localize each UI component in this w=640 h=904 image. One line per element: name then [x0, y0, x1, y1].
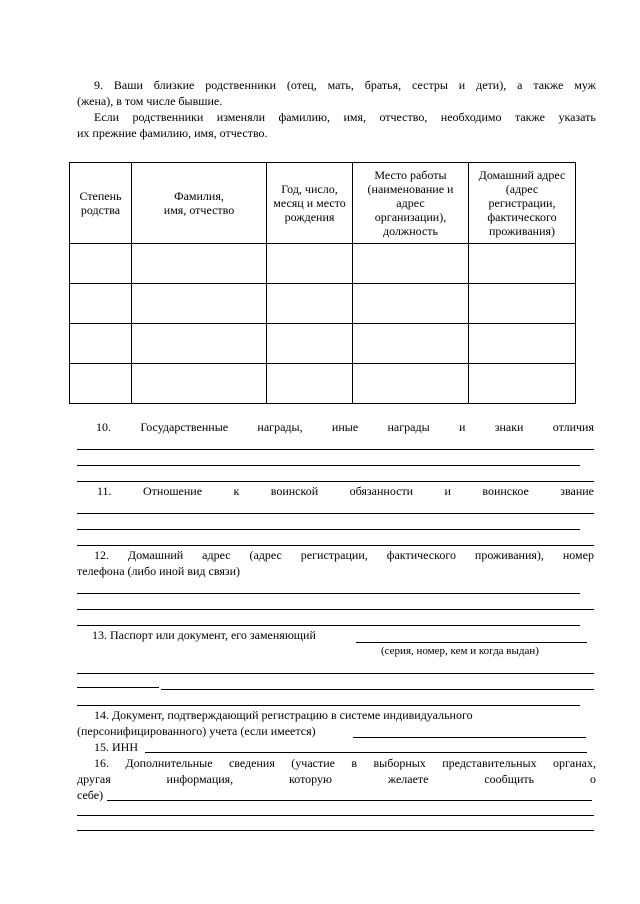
- header-home-address: [469, 163, 576, 244]
- q9-line2: (жена), в том числе бывшие.: [77, 94, 223, 108]
- word: представительных: [442, 756, 537, 770]
- word: сестры: [412, 78, 448, 92]
- word: обязанности: [349, 484, 414, 498]
- word: адрес: [202, 548, 231, 562]
- word: награды: [387, 420, 430, 434]
- word: сведения: [228, 756, 275, 770]
- word: которую: [289, 772, 332, 786]
- table-cell[interactable]: [132, 324, 267, 364]
- relatives-table-header: [70, 163, 576, 244]
- word: знаки: [494, 420, 524, 434]
- header-line: рождения: [284, 210, 335, 224]
- q12-answer-line-1[interactable]: [77, 593, 580, 594]
- word: иные: [331, 420, 359, 434]
- header-line: родства: [80, 203, 121, 217]
- word: и: [458, 78, 466, 92]
- word: к: [233, 484, 240, 498]
- word: выборных: [373, 756, 426, 770]
- table-cell[interactable]: [132, 244, 267, 284]
- word: родственники: [132, 110, 204, 124]
- header-line: Год, число,: [281, 182, 338, 196]
- word: номер: [562, 548, 594, 562]
- word: 12.: [94, 548, 109, 562]
- header-line: Степень: [79, 189, 122, 203]
- word: необходимо: [440, 110, 502, 124]
- word: звание: [560, 484, 594, 498]
- table-cell[interactable]: [70, 284, 132, 324]
- inn-input-line[interactable]: [145, 752, 587, 753]
- word: фамилию,: [278, 110, 330, 124]
- table-cell[interactable]: [469, 364, 576, 404]
- word: отчество,: [379, 110, 428, 124]
- header-birth-date-place: [267, 163, 353, 244]
- word: также: [533, 78, 564, 92]
- word: Дополнительные: [125, 756, 213, 770]
- table-cell[interactable]: [70, 324, 132, 364]
- word: Отношение: [142, 484, 203, 498]
- word: указать: [558, 110, 596, 124]
- word: Ваши: [113, 78, 143, 92]
- q13-answer-line-2a[interactable]: [77, 687, 159, 688]
- word: родственники: [205, 78, 276, 92]
- personal-account-input-line[interactable]: [353, 737, 586, 738]
- header-line: организации),: [374, 210, 447, 224]
- table-cell[interactable]: [132, 284, 267, 324]
- word: дети),: [476, 78, 507, 92]
- word: сообщить: [484, 772, 535, 786]
- table-cell[interactable]: [70, 244, 132, 284]
- word: награды,: [257, 420, 303, 434]
- word: имя,: [343, 110, 366, 124]
- word: также: [514, 110, 545, 124]
- word: 10.: [96, 420, 111, 434]
- q15-label: 15. ИНН: [94, 740, 138, 754]
- header-relationship: [70, 163, 132, 244]
- word: желаете: [387, 772, 429, 786]
- word: (адрес: [249, 548, 282, 562]
- word: изменяли: [216, 110, 266, 124]
- table-row: [70, 364, 576, 404]
- q16-answer-line-2[interactable]: [77, 830, 594, 831]
- word: воинской: [270, 484, 319, 498]
- header-workplace: [353, 163, 469, 244]
- word: 16.: [94, 756, 109, 770]
- passport-input-line[interactable]: [356, 642, 587, 643]
- table-cell[interactable]: [267, 284, 353, 324]
- q13-hint: (серия, номер, кем и когда выдан): [381, 645, 539, 657]
- word: Государственные: [140, 420, 229, 434]
- header-line: (наименование и: [367, 182, 454, 196]
- q9-line4: их прежние фамилию, имя, отчество.: [77, 126, 268, 140]
- word: другая: [77, 772, 111, 786]
- header-line: имя, отчество: [163, 203, 235, 217]
- q13-answer-line-1[interactable]: [77, 673, 594, 674]
- word: о: [589, 772, 596, 786]
- header-line: фактического: [487, 210, 557, 224]
- table-cell[interactable]: [469, 324, 576, 364]
- header-line: адрес: [396, 196, 425, 210]
- word: братья,: [364, 78, 402, 92]
- table-cell[interactable]: [353, 244, 469, 284]
- word: Домашний: [127, 548, 184, 562]
- q12-line1: [94, 548, 594, 562]
- q10-label: [96, 420, 594, 434]
- word: (участие: [291, 756, 335, 770]
- q13-answer-line-3[interactable]: [77, 705, 580, 706]
- header-line: Домашний адрес: [478, 168, 566, 182]
- q13-label: 13. Паспорт или документ, его заменяющий: [92, 628, 316, 642]
- word: отличия: [552, 420, 594, 434]
- header-line: проживания): [488, 224, 556, 238]
- table-cell[interactable]: [70, 364, 132, 404]
- word: регистрации,: [300, 548, 368, 562]
- word: проживания),: [474, 548, 544, 562]
- word: в: [351, 756, 358, 770]
- table-cell[interactable]: [267, 324, 353, 364]
- q10-answer-line-3[interactable]: [77, 481, 594, 482]
- word: воинское: [482, 484, 529, 498]
- header-line: Место работы: [374, 168, 447, 182]
- table-cell[interactable]: [353, 324, 469, 364]
- q11-label: [97, 484, 594, 498]
- q13-answer-line-2b[interactable]: [161, 689, 594, 690]
- q12-answer-line-3[interactable]: [77, 625, 580, 626]
- table-cell[interactable]: [469, 284, 576, 324]
- table-row: [70, 244, 576, 284]
- q14-line2: (персонифицированного) учета (если имеется): [77, 724, 316, 738]
- table-cell[interactable]: [267, 364, 353, 404]
- q12-line2: телефона (либо иной вид связи): [77, 564, 241, 578]
- table-cell[interactable]: [353, 364, 469, 404]
- word: 9.: [94, 78, 103, 92]
- word: и: [458, 420, 466, 434]
- table-cell[interactable]: [353, 284, 469, 324]
- word: информация,: [166, 772, 234, 786]
- word: 11.: [97, 484, 112, 498]
- q16-line1: [94, 756, 596, 770]
- header-line: должность: [383, 224, 438, 238]
- word: органах,: [553, 756, 596, 770]
- q9-line1: [94, 78, 596, 92]
- q14-line1: 14. Документ, подтверждающий регистрацию в системе индивидуального: [94, 708, 473, 722]
- q9-line3: [94, 110, 596, 124]
- table-row: [70, 324, 576, 364]
- header-line: (адрес: [505, 182, 539, 196]
- header-line: регистрации,: [488, 196, 556, 210]
- q12-answer-line-2[interactable]: [77, 609, 594, 610]
- q16-line3: себе): [77, 788, 104, 802]
- word: и: [444, 484, 451, 498]
- table-cell[interactable]: [267, 244, 353, 284]
- word: фактического: [386, 548, 456, 562]
- q11-answer-line-1[interactable]: [77, 513, 594, 514]
- word: муж: [574, 78, 596, 92]
- header-line: месяц и место: [273, 196, 346, 210]
- header-full-name: [132, 163, 267, 244]
- word: Если: [94, 110, 120, 124]
- q10-answer-line-1[interactable]: [77, 449, 594, 450]
- relatives-table: [69, 162, 576, 404]
- word: мать,: [327, 78, 354, 92]
- q16-answer-line-1[interactable]: [77, 815, 594, 816]
- word: близкие: [153, 78, 195, 92]
- word: а: [517, 78, 523, 92]
- table-row: [70, 284, 576, 324]
- q11-answer-line-3[interactable]: [77, 545, 594, 546]
- additional-info-input-line[interactable]: [107, 800, 592, 801]
- table-cell[interactable]: [132, 364, 267, 404]
- table-cell[interactable]: [469, 244, 576, 284]
- q16-line2: [77, 772, 596, 786]
- q10-answer-line-2[interactable]: [77, 465, 580, 466]
- q11-answer-line-2[interactable]: [77, 529, 580, 530]
- header-line: Фамилия,: [174, 189, 224, 203]
- word: (отец,: [286, 78, 317, 92]
